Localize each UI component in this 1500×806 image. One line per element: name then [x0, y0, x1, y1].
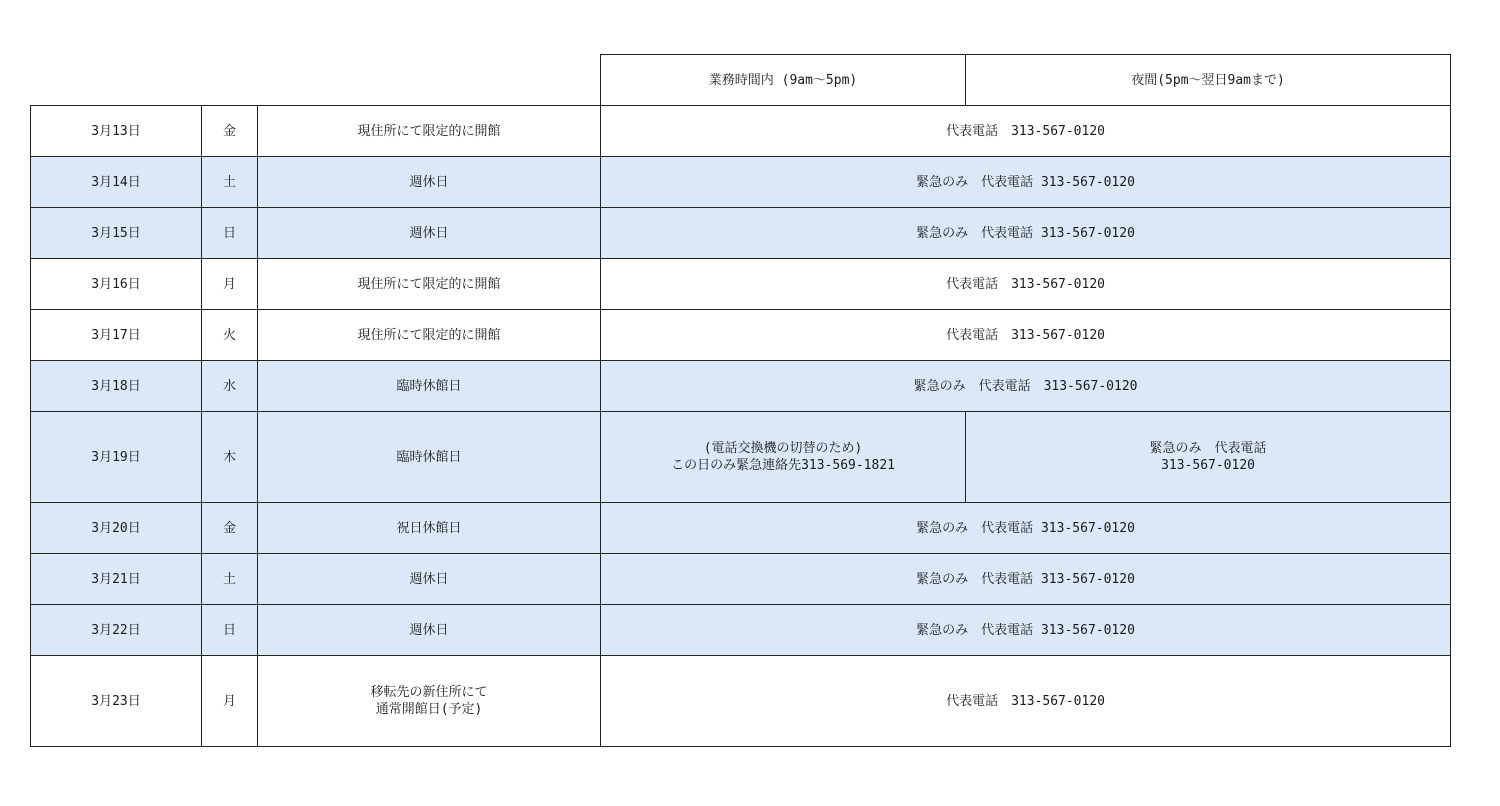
contact-cell: 緊急のみ 代表電話 313-567-0120: [601, 605, 1451, 656]
table-row: [31, 412, 1451, 503]
contact-cell: 代表電話 313-567-0120: [601, 106, 1451, 157]
header-night: 夜間(5pm〜翌日9amまで): [966, 55, 1451, 106]
status-cell: 週休日: [258, 554, 601, 605]
weekday-cell: 日: [202, 208, 258, 259]
status-cell: 週休日: [258, 157, 601, 208]
business-note-line: (電話交換機の切替のため): [703, 441, 863, 456]
weekday-cell: 火: [202, 310, 258, 361]
weekday-cell: 土: [202, 157, 258, 208]
date-cell: 3月20日: [31, 503, 202, 554]
date-cell: 3月16日: [31, 259, 202, 310]
contact-cell: 緊急のみ 代表電話 313-567-0120: [601, 208, 1451, 259]
status-cell: 祝日休館日: [258, 503, 601, 554]
weekday-cell: 金: [202, 106, 258, 157]
contact-cell: 緊急のみ 代表電話 313-567-0120: [601, 554, 1451, 605]
table-row: [31, 157, 1451, 208]
table-row: [31, 310, 1451, 361]
contact-cell: 緊急のみ 代表電話 313-567-0120: [601, 361, 1451, 412]
table-row: [31, 605, 1451, 656]
status-cell: 現住所にて限定的に開館: [258, 310, 601, 361]
weekday-cell: 月: [202, 656, 258, 747]
header-row: [31, 55, 1451, 106]
table-row: [31, 106, 1451, 157]
table-row: [31, 259, 1451, 310]
date-cell: 3月17日: [31, 310, 202, 361]
status-cell: 現住所にて限定的に開館: [258, 106, 601, 157]
date-cell: 3月18日: [31, 361, 202, 412]
header-blank-cell: [31, 55, 601, 106]
status-cell: 週休日: [258, 208, 601, 259]
status-cell: 臨時休館日: [258, 361, 601, 412]
status-cell: 臨時休館日: [258, 412, 601, 503]
table-row: [31, 503, 1451, 554]
contact-cell: 緊急のみ 代表電話 313-567-0120: [601, 503, 1451, 554]
weekday-cell: 水: [202, 361, 258, 412]
table-row: [31, 554, 1451, 605]
table-row: [31, 656, 1451, 747]
status-line: 通常開館日(予定): [375, 702, 483, 717]
weekday-cell: 月: [202, 259, 258, 310]
table-row: [31, 361, 1451, 412]
date-cell: 3月21日: [31, 554, 202, 605]
business-hours-cell: [601, 412, 966, 503]
contact-cell: 代表電話 313-567-0120: [601, 310, 1451, 361]
weekday-cell: 日: [202, 605, 258, 656]
status-cell: 週休日: [258, 605, 601, 656]
header-business-hours: 業務時間内 (9am〜5pm): [601, 55, 966, 106]
contact-cell: 緊急のみ 代表電話 313-567-0120: [601, 157, 1451, 208]
business-note-line: この日のみ緊急連絡先313-569-1821: [671, 458, 895, 473]
date-cell: 3月19日: [31, 412, 202, 503]
schedule-table: [30, 54, 1451, 747]
status-cell: 現住所にて限定的に開館: [258, 259, 601, 310]
night-note-line: 313-567-0120: [1161, 458, 1255, 473]
table-row: [31, 208, 1451, 259]
weekday-cell: 金: [202, 503, 258, 554]
date-cell: 3月14日: [31, 157, 202, 208]
date-cell: 3月15日: [31, 208, 202, 259]
date-cell: 3月22日: [31, 605, 202, 656]
weekday-cell: 木: [202, 412, 258, 503]
status-cell: [258, 656, 601, 747]
weekday-cell: 土: [202, 554, 258, 605]
status-line: 移転先の新住所にて: [370, 685, 488, 700]
contact-cell: 代表電話 313-567-0120: [601, 656, 1451, 747]
date-cell: 3月13日: [31, 106, 202, 157]
date-cell: 3月23日: [31, 656, 202, 747]
night-note-line: 緊急のみ 代表電話: [1149, 441, 1267, 456]
night-cell: [966, 412, 1451, 503]
contact-cell: 代表電話 313-567-0120: [601, 259, 1451, 310]
